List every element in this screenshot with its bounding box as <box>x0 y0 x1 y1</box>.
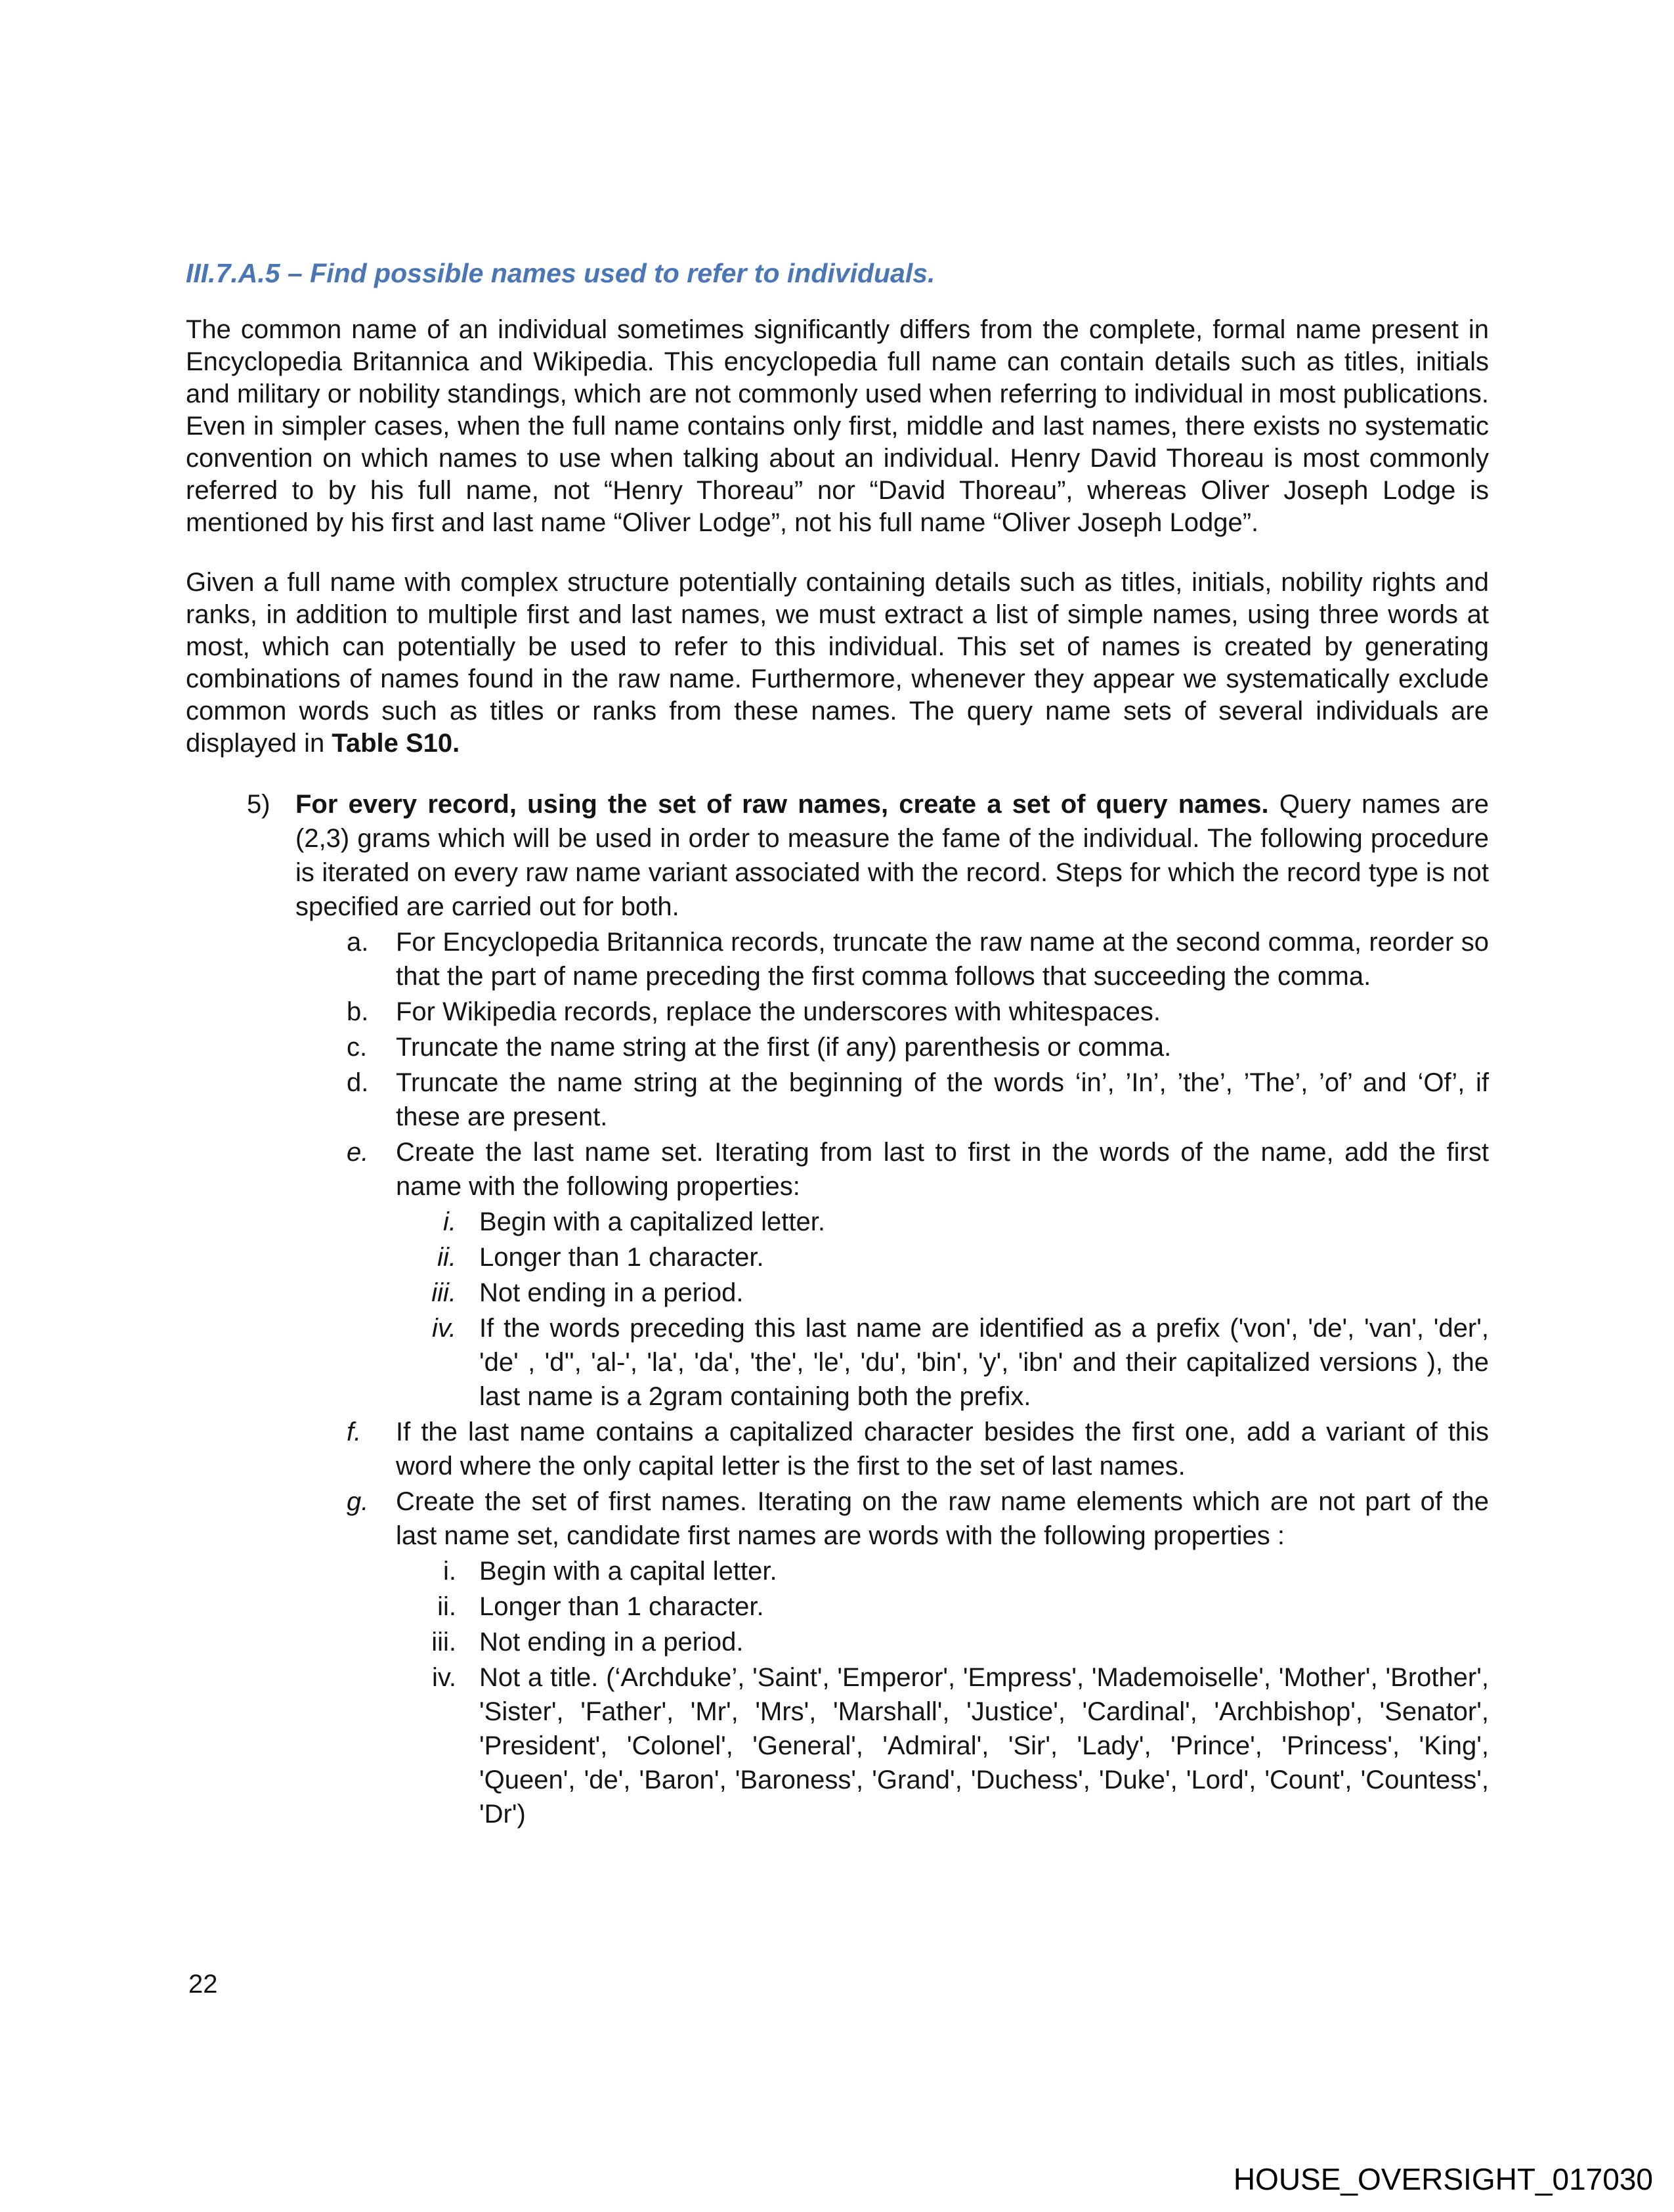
list-item-e-iv <box>186 1311 1489 1414</box>
list-item-g-iv-text: Not a title. (‘Archduke’, 'Saint', 'Emperor', 'Empress', 'Mademoiselle', 'Mother', 'Brother', 'Sister', 'Father', 'Mr', 'Mrs', 'Marshall', 'Justice', 'Cardinal', 'Archbishop', 'Senator', 'President', 'Colonel', 'General', 'Admiral', 'Sir', 'Lady', 'Prince', 'Princess', 'King', 'Queen', 'de', 'Baron', 'Baroness', 'Grand', 'Duchess', 'Duke', 'Lord', 'Count', 'Countess', 'Dr') <box>479 1663 1489 1829</box>
list-item-5-bold-lead: For every record, using the set of raw names, create a set of query names. <box>295 790 1269 819</box>
list-item-e <box>186 1135 1489 1204</box>
list-item-e-iii <box>186 1276 1489 1310</box>
list-item-e-ii <box>186 1240 1489 1274</box>
list-item-g-marker: g. <box>347 1487 369 1516</box>
list-item-5-text: Query names are (2,3) grams which will be used in order to measure the fame of the individual. The following procedure is iterated on every raw name variant associated with the record. Steps for which the record type is not specified are carried out for both. <box>295 790 1490 921</box>
table-s10-reference: Table S10. <box>332 729 460 758</box>
list-item-e-ii-text: Longer than 1 character. <box>479 1243 764 1272</box>
list-item-d-text: Truncate the name string at the beginning of the words ‘in’, ’In’, ’the’, ’The’, ’of’ and ‘Of’, if these are present. <box>396 1068 1489 1131</box>
list-item-e-iii-text: Not ending in a period. <box>479 1278 744 1307</box>
list-item-g-ii-text: Longer than 1 character. <box>479 1592 764 1621</box>
list-item-g-ii <box>186 1590 1489 1624</box>
list-item-a-text: For Encyclopedia Britannica records, truncate the raw name at the second comma, reorder so that the part of name preceding the first comma follows that succeeding the comma. <box>396 928 1489 991</box>
list-item-e-i <box>186 1205 1489 1239</box>
list-item-e-iv-marker: iv. <box>431 1314 456 1343</box>
paragraph-query-names-text: Given a full name with complex structure potentially containing details such as titles, initials, nobility rights and ranks, in addition to multiple first and last names, we must extract a list of simple names, using three words at most, which can potentially be used to refer to this individual. This set of names is created by generating combinations of names found in the raw name. Furthermore, whenever they appear we systematically exclude common words such as titles or ranks from these names. The query name sets of several individuals are displayed in <box>186 568 1489 758</box>
list-item-g <box>186 1485 1489 1553</box>
section-heading: III.7.A.5 – Find possible names used to refer to individuals. <box>186 258 935 288</box>
list-item-g-i <box>186 1554 1489 1588</box>
list-item-g-iii <box>186 1625 1489 1659</box>
list-item-5 <box>186 787 1489 924</box>
list-item-5-marker: 5) <box>247 790 270 819</box>
list-item-a-marker: a. <box>347 928 369 957</box>
list-item-g-iv <box>186 1660 1489 1831</box>
list-item-b-text: For Wikipedia records, replace the underscores with whitespaces. <box>396 997 1161 1026</box>
list-item-e-marker: e. <box>347 1138 369 1167</box>
list-item-b <box>186 995 1489 1029</box>
page-content <box>186 257 1489 1831</box>
list-item-d-marker: d. <box>347 1068 369 1097</box>
list-item-g-iii-marker: iii. <box>431 1628 456 1657</box>
list-item-c <box>186 1030 1489 1064</box>
list-item-c-text: Truncate the name string at the first (if any) parenthesis or comma. <box>396 1033 1172 1062</box>
list-item-f <box>186 1415 1489 1483</box>
paragraph-common-name: The common name of an individual sometimes significantly differs from the complete, formal name present in Encyclopedia Britannica and Wikipedia. This encyclopedia full name can contain details such as titles, initials and military or nobility standings, which are not commonly used when referring to individual in most publications. Even in simpler cases, when the full name contains only first, middle and last names, there exists no systematic convention on which names to use when talking about an individual. Henry David Thoreau is most commonly referred to by his full name, not “Henry Thoreau” nor “David Thoreau”, whereas Oliver Joseph Lodge is mentioned by his first and last name “Oliver Lodge”, not his full name “Oliver Joseph Lodge”. <box>186 315 1489 537</box>
list-item-d <box>186 1066 1489 1134</box>
list-item-g-text: Create the set of first names. Iterating on the raw name elements which are not part of the last name set, candidate first names are words with the following properties : <box>396 1487 1489 1550</box>
list-item-e-i-marker: i. <box>443 1207 456 1236</box>
list-item-f-text: If the last name contains a capitalized character besides the first one, add a variant of this word where the only capital letter is the first to the set of last names. <box>396 1418 1489 1481</box>
list-item-e-ii-marker: ii. <box>437 1243 456 1272</box>
list-item-e-iv-text: If the words preceding this last name are identified as a prefix ('von', 'de', 'van', 'der', 'de' , 'd'', 'al-', 'la', 'da', 'the', 'le', 'du', 'bin', 'y', 'ibn' and their capitalized versions ), the last name is a 2gram containing both the prefix. <box>479 1314 1489 1411</box>
paragraph-query-names <box>186 567 1489 760</box>
list-item-e-iii-marker: iii. <box>431 1278 456 1307</box>
list-item-b-marker: b. <box>347 997 369 1026</box>
list-item-e-i-text: Begin with a capitalized letter. <box>479 1207 825 1236</box>
page-number: 22 <box>188 1970 218 1999</box>
list-item-5-body <box>295 787 1489 924</box>
list-item-g-i-marker: i. <box>443 1557 456 1586</box>
list-item-f-marker: f. <box>347 1418 362 1446</box>
list-item-e-text: Create the last name set. Iterating from last to first in the words of the name, add the first name with the following properties: <box>396 1138 1489 1201</box>
bates-stamp: HOUSE_OVERSIGHT_017030 <box>1233 2162 1653 2196</box>
list-item-a <box>186 925 1489 993</box>
list-item-c-marker: c. <box>347 1033 368 1062</box>
list-item-g-ii-marker: ii. <box>437 1592 456 1621</box>
list-item-g-i-text: Begin with a capital letter. <box>479 1557 777 1586</box>
list-item-g-iv-marker: iv. <box>431 1663 456 1692</box>
list-item-g-iii-text: Not ending in a period. <box>479 1628 744 1657</box>
